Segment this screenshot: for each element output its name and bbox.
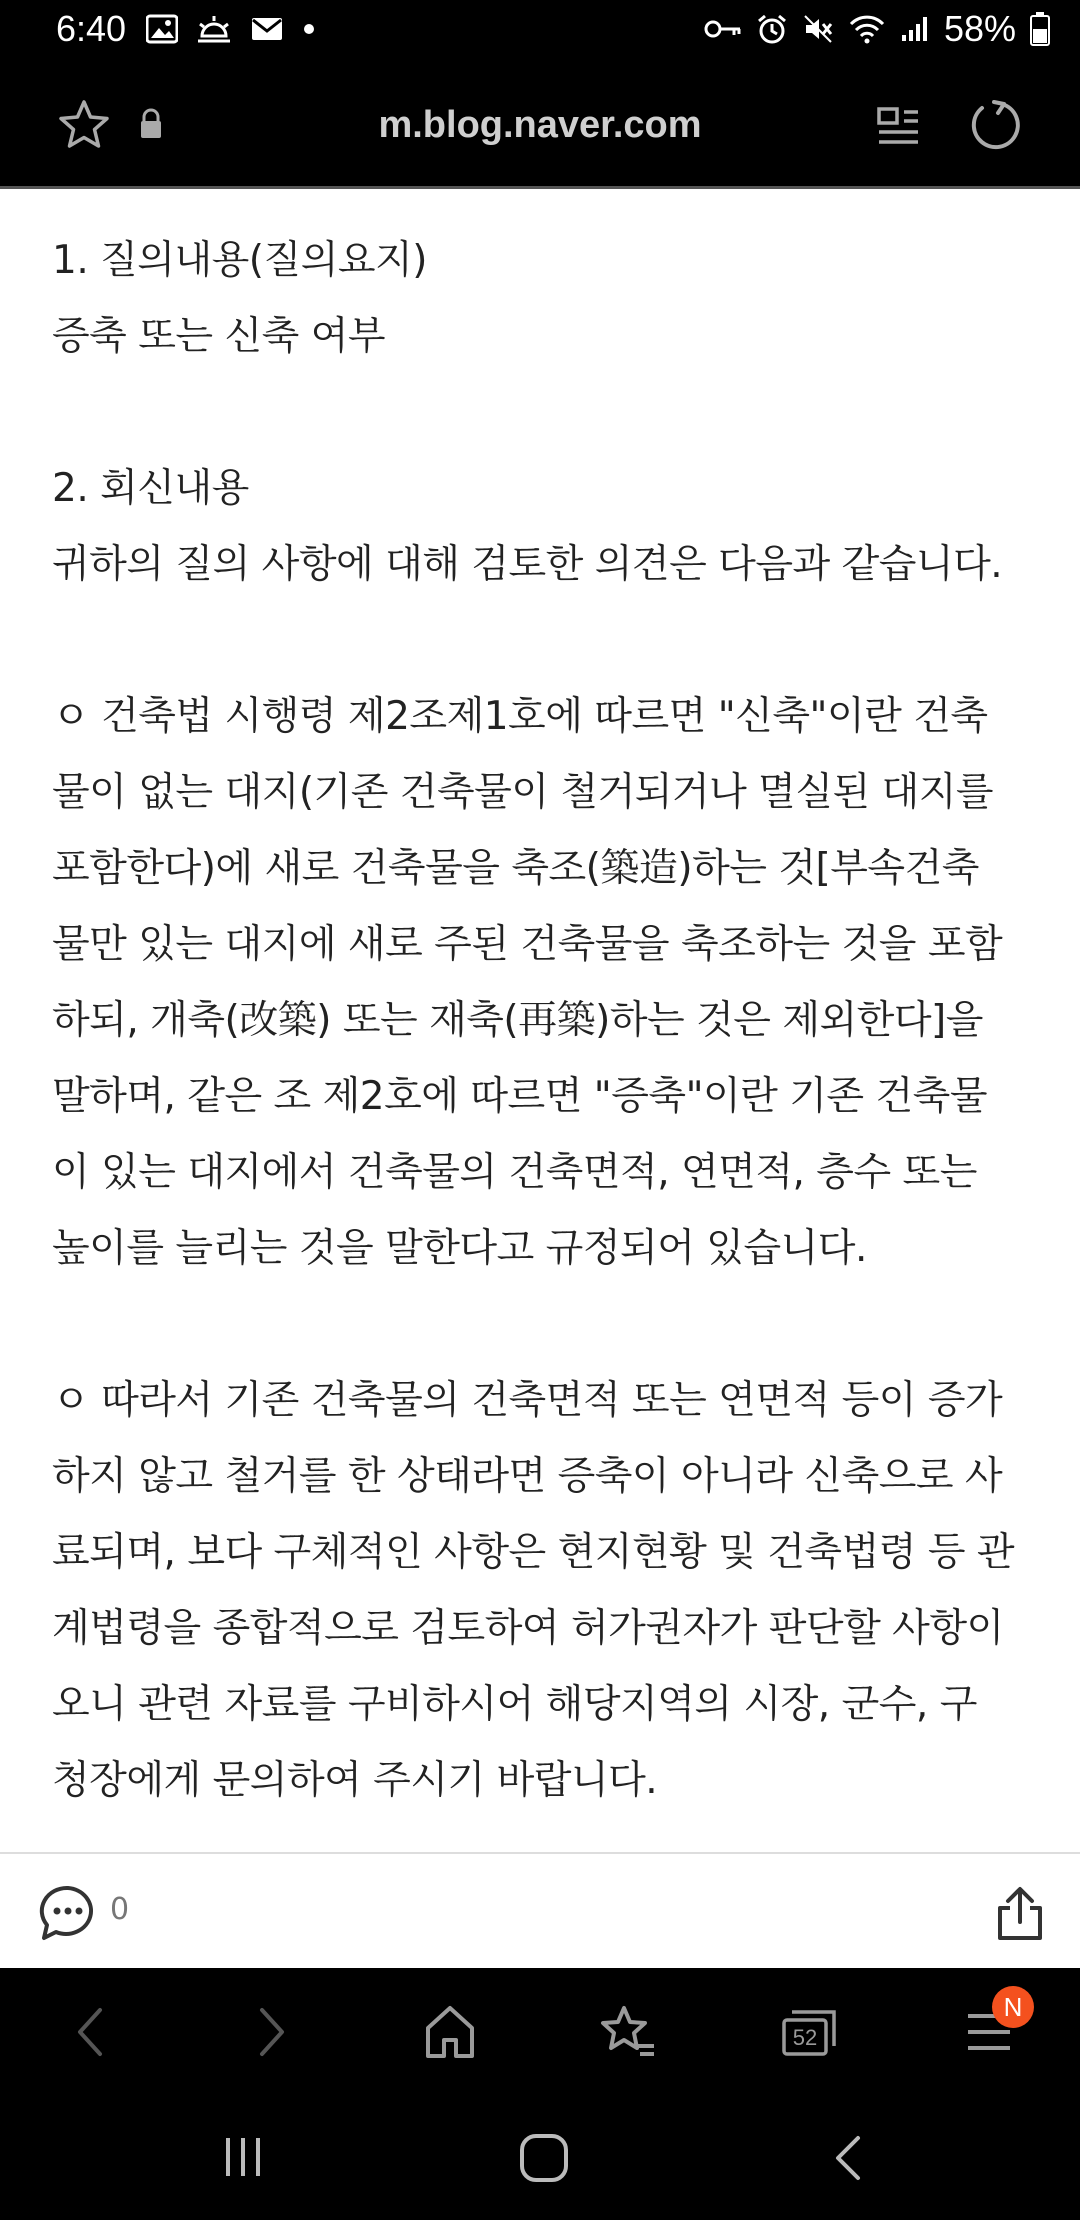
tabs-icon[interactable] bbox=[778, 2002, 840, 2062]
paragraph-line: 1. 질의내용(질의요지) bbox=[52, 238, 427, 283]
paragraph-line: 물이 없는 대지(기존 건축물이 철거되거나 멸실된 대지를 bbox=[52, 770, 994, 815]
browser-toolbar bbox=[0, 1968, 1080, 2098]
gallery-icon bbox=[146, 14, 178, 44]
paragraph-line: 청장에게 문의하여 주시기 바랍니다. bbox=[52, 1758, 658, 1803]
paragraph-line: ㅇ 건축법 시행령 제2조제1호에 따르면 "신축"이란 건축 bbox=[52, 694, 988, 739]
wifi-icon bbox=[848, 14, 886, 44]
paragraph-line: 물만 있는 대지에 새로 주된 건축물을 축조하는 것을 포함 bbox=[52, 922, 1003, 967]
paragraph-spacer bbox=[0, 1287, 1080, 1363]
paragraph-line: 오니 관련 자료를 구비하시어 해당지역의 시장, 군수, 구 bbox=[52, 1682, 977, 1727]
paragraph-spacer bbox=[0, 375, 1080, 451]
key-icon bbox=[704, 17, 742, 41]
paragraph-spacer bbox=[0, 603, 1080, 679]
url-text[interactable]: m.blog.naver.com bbox=[378, 104, 702, 146]
post-action-bar bbox=[0, 1852, 1080, 1970]
forward-icon[interactable] bbox=[252, 2002, 292, 2062]
comment-icon[interactable] bbox=[38, 1884, 98, 1942]
article-content bbox=[0, 189, 1080, 1852]
paragraph-line: 하되, 개축(改築) 또는 재축(再築)하는 것은 제외한다]을 bbox=[52, 998, 983, 1043]
dot-icon bbox=[302, 22, 316, 36]
mute-icon bbox=[802, 13, 834, 45]
recent-apps-icon[interactable] bbox=[220, 2134, 266, 2180]
paragraph-line: 증축 또는 신축 여부 bbox=[52, 314, 386, 359]
battery-percent: 58% bbox=[943, 8, 1016, 49]
alarm-icon bbox=[756, 13, 788, 45]
paragraph-line: 귀하의 질의 사항에 대해 검토한 의견은 다음과 같습니다. bbox=[52, 542, 1003, 587]
status-bar bbox=[0, 0, 1080, 62]
status-system-icons bbox=[704, 8, 1050, 50]
paragraph-line: ㅇ 따라서 기존 건축물의 건축면적 또는 연면적 등이 증가 bbox=[52, 1378, 1003, 1423]
android-navigation-bar bbox=[0, 2098, 1080, 2220]
battery-icon bbox=[1030, 12, 1050, 46]
status-notification-icons bbox=[146, 14, 316, 44]
paragraph-line: 말하며, 같은 조 제2호에 따르면 "증축"이란 기존 건축물 bbox=[52, 1074, 988, 1119]
tabs-count: 52 bbox=[792, 2025, 818, 2050]
article-body bbox=[0, 189, 1080, 1819]
refresh-icon[interactable] bbox=[968, 98, 1022, 152]
paragraph-line: 포함한다)에 새로 건축물을 축조(築造)하는 것[부속건축 bbox=[52, 846, 979, 891]
paragraph-line: 료되며, 보다 구체적인 사항은 현지현황 및 건축법령 등 관 bbox=[52, 1530, 1015, 1575]
signal-icon bbox=[900, 15, 930, 43]
share-icon[interactable] bbox=[994, 1884, 1046, 1942]
home-icon[interactable] bbox=[422, 2002, 478, 2062]
weather-icon bbox=[196, 14, 232, 44]
comment-count: 0 bbox=[110, 1892, 130, 1927]
paragraph-line: 2. 회신내용 bbox=[52, 466, 249, 511]
system-back-icon[interactable] bbox=[828, 2132, 868, 2184]
bookmarks-icon[interactable] bbox=[598, 2002, 658, 2062]
paragraph-line: 계법령을 종합적으로 검토하여 허가권자가 판단할 사항이 bbox=[52, 1606, 1004, 1651]
back-icon[interactable] bbox=[70, 2002, 110, 2062]
home-button-icon[interactable] bbox=[518, 2132, 570, 2184]
paragraph-line: 이 있는 대지에서 건축물의 건축면적, 연면적, 층수 또는 bbox=[52, 1150, 977, 1195]
status-time: 6:40 bbox=[56, 8, 127, 49]
paragraph-line: 하지 않고 철거를 한 상태라면 증축이 아니라 신축으로 사 bbox=[52, 1454, 1003, 1499]
reader-mode-icon[interactable] bbox=[876, 106, 920, 146]
paragraph-line: 높이를 늘리는 것을 말한다고 규정되어 있습니다. bbox=[52, 1226, 867, 1271]
browser-address-bar bbox=[0, 62, 1080, 189]
menu-notification-badge: N bbox=[992, 1986, 1034, 2028]
mail-icon bbox=[250, 15, 284, 43]
